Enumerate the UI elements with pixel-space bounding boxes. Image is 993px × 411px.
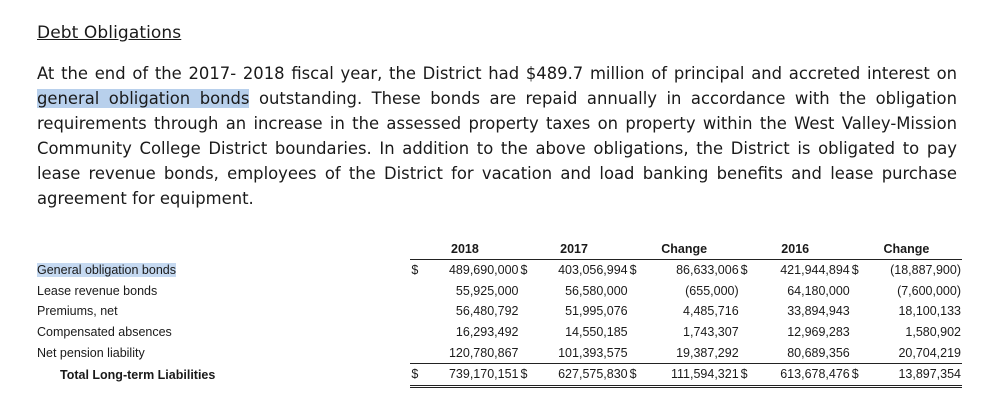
cell-value: 489,690,000 xyxy=(448,263,519,278)
cell-value: 101,393,575 xyxy=(533,342,628,363)
cell-value: 56,480,792 xyxy=(455,304,519,319)
currency-symbol: $ xyxy=(519,363,533,386)
row-label: General obligation bonds xyxy=(37,263,176,278)
cell-value: 4,485,716 xyxy=(683,304,739,319)
row-label: Net pension liability xyxy=(37,345,145,360)
cell-value: 64,180,000 xyxy=(787,283,850,298)
total-row xyxy=(36,363,962,386)
col-header: 2018 xyxy=(410,239,519,260)
currency-symbol: $ xyxy=(411,263,419,278)
total-value: 111,594,321 xyxy=(642,363,739,386)
cell-value: 33,894,943 xyxy=(787,304,850,319)
row-label: Premiums, net xyxy=(37,304,118,319)
cell-value: 55,925,000 xyxy=(455,283,519,298)
col-header: 2017 xyxy=(519,239,628,260)
currency-symbol: $ xyxy=(629,363,643,386)
currency-symbol: $ xyxy=(740,363,754,386)
currency-symbol: $ xyxy=(740,263,748,278)
cell-value: 403,056,994 xyxy=(558,263,628,278)
currency-symbol: $ xyxy=(851,263,859,278)
cell-value: (7,600,000) xyxy=(897,283,961,298)
currency-symbol: $ xyxy=(520,263,528,278)
table-row xyxy=(36,301,962,322)
row-label: Compensated absences xyxy=(37,325,172,340)
cell-value: 86,633,006 xyxy=(676,263,739,278)
cell-value: 20,704,219 xyxy=(865,342,962,363)
col-header: Change xyxy=(629,239,740,260)
highlighted-text: general obligation bonds xyxy=(37,89,250,108)
cell-value: (655,000) xyxy=(685,283,739,298)
cell-value: (18,887,900) xyxy=(890,263,961,278)
cell-value: 120,780,867 xyxy=(424,342,519,363)
cell-value: 51,995,076 xyxy=(565,304,628,319)
currency-symbol: $ xyxy=(851,363,865,386)
total-value: 739,170,151 xyxy=(424,363,519,386)
row-label: Lease revenue bonds xyxy=(37,283,158,298)
cell-value: 56,580,000 xyxy=(565,283,628,298)
table-row xyxy=(36,322,962,343)
cell-value: 421,944,894 xyxy=(780,263,850,278)
table-row xyxy=(36,281,962,302)
col-header: Change xyxy=(851,239,962,260)
paragraph-text-start: At the end of the 2017- 2018 fiscal year, the District had $489.7 million of principal and accreted interest on xyxy=(37,64,957,83)
total-label: Total Long-term Liabilities xyxy=(60,367,216,382)
cell-value: 12,969,283 xyxy=(787,325,850,340)
table-row xyxy=(36,342,962,363)
long-term-liabilities-table xyxy=(36,239,962,388)
table-header-row xyxy=(36,239,962,260)
cell-value: 16,293,492 xyxy=(455,325,519,340)
col-header: 2016 xyxy=(740,239,851,260)
cell-value: 1,580,902 xyxy=(905,325,961,340)
total-value: 627,575,830 xyxy=(533,363,628,386)
currency-symbol: $ xyxy=(629,263,637,278)
section-heading: Debt Obligations xyxy=(37,23,182,43)
debt-paragraph xyxy=(37,61,957,211)
table-row xyxy=(36,260,962,281)
cell-value: 19,387,292 xyxy=(642,342,739,363)
total-value: 613,678,476 xyxy=(754,363,851,386)
paragraph-text-end: outstanding. These bonds are repaid annually in accordance with the obligation requirements through an increase in the assessed property taxes on property within the West Valley-Mission Community College District boundaries. In addition to the above obligations, the District is obligated to pay lease revenue bonds, employees of the District for vacation and load banking benefits and lease purchase agreement for equipment. xyxy=(37,89,957,208)
cell-value: 14,550,185 xyxy=(565,325,628,340)
cell-value: 80,689,356 xyxy=(754,342,851,363)
cell-value: 1,743,307 xyxy=(683,325,739,340)
total-value: 13,897,354 xyxy=(865,363,962,386)
currency-symbol: $ xyxy=(410,363,424,386)
cell-value: 18,100,133 xyxy=(898,304,961,319)
